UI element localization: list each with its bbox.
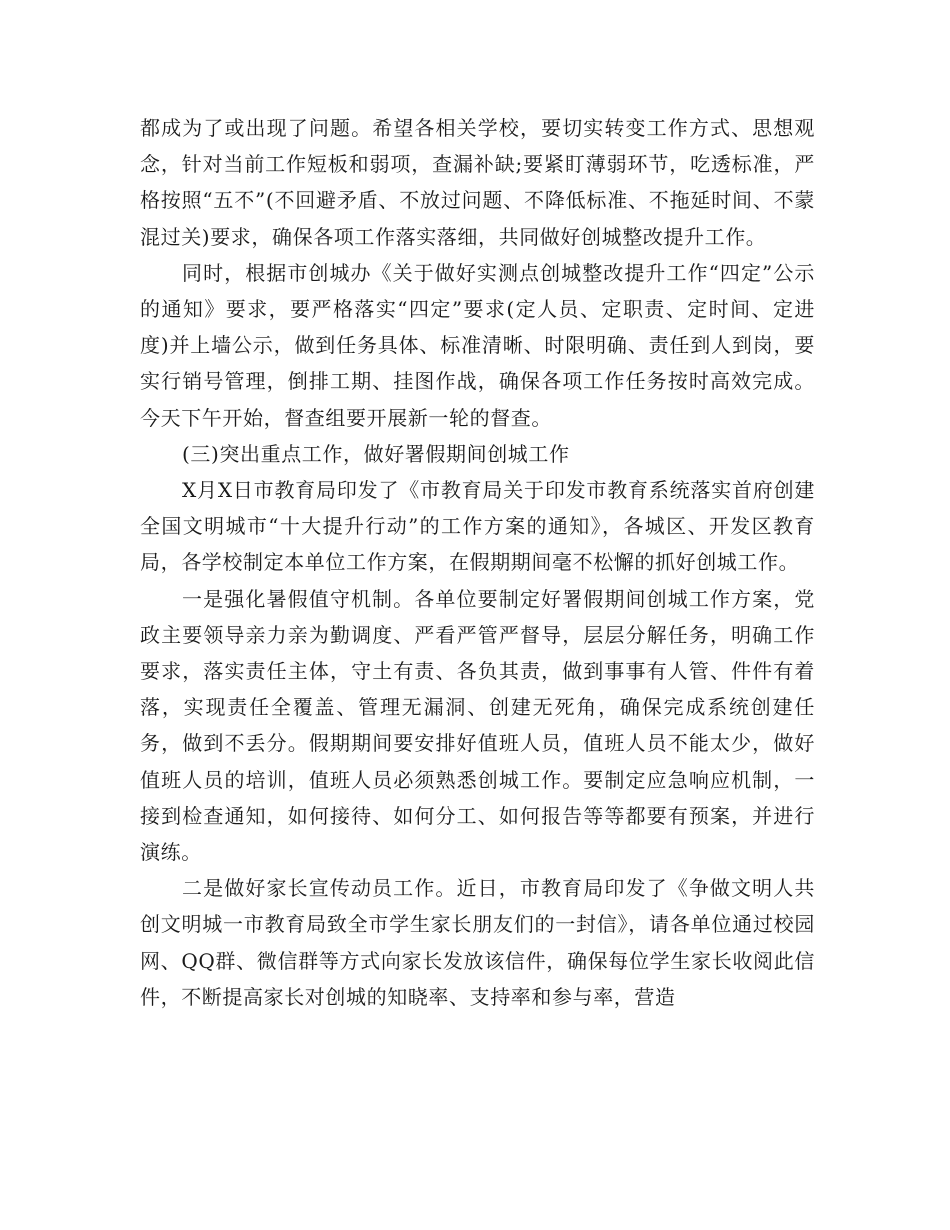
paragraph-simultaneously: 同时，根据市创城办《关于做好实测点创城整改提升工作“四定”公示的通知》要求，要严格落实“四定”要求(定人员、定职责、定时间、定进度)并上墙公示，做到任务具体、标准清晰、时限明确、责任到人到岗，要实行销号管理，倒排工期、挂图作战，确保各项工作任务按时高效完成。今天下午开始，督查组要开展新一轮的督查。: [140, 260, 815, 430]
section-heading-3: (三)突出重点工作，做好署假期间创城工作: [182, 441, 570, 466]
document-body: [140, 110, 815, 1015]
paragraph-notice: X月X日市教育局印发了《市教育局关于印发市教育系统落实首府创建全国文明城市“十大提升行动”的工作方案的通知》，各城区、开发区教育局，各学校制定本单位工作方案，在假期期间毫不松懈的抓好创城工作。: [140, 478, 815, 575]
paragraph-continuation: 都成为了或出现了问题。希望各相关学校，要切实转变工作方式、思想观念，针对当前工作短板和弱项，查漏补缺;要紧盯薄弱环节，吃透标准，严格按照“五不”(不回避矛盾、不放过问题、不降低标准、不拖延时间、不蒙混过关)要求，确保各项工作落实落细，共同做好创城整改提升工作。: [140, 116, 815, 249]
paragraph-point-one: 一是强化暑假值守机制。各单位要制定好署假期间创城工作方案，党政主要领导亲力亲为勤调度、严看严管严督导，层层分解任务，明确工作要求，落实责任主体，守土有责、各负其责，做到事事有人管、件件有着落，实现责任全覆盖、管理无漏洞、创建无死角，确保完成系统创建任务，做到不丢分。假期期间要安排好值班人员，值班人员不能太少，做好值班人员的培训，值班人员必须熟悉创城工作。要制定应急响应机制，一接到检查通知，如何接待、如何分工、如何报告等等都要有预案，并进行演练。: [140, 586, 815, 865]
paragraph-point-two: 二是做好家长宣传动员工作。近日，市教育局印发了《争做文明人共创文明城一市教育局致全市学生家长朋友们的一封信》，请各单位通过校园网、QQ群、微信群等方式向家长发放该信件，确保每位学生家长收阅此信件，不断提高家长对创城的知晓率、支持率和参与率，营造: [140, 876, 815, 1009]
